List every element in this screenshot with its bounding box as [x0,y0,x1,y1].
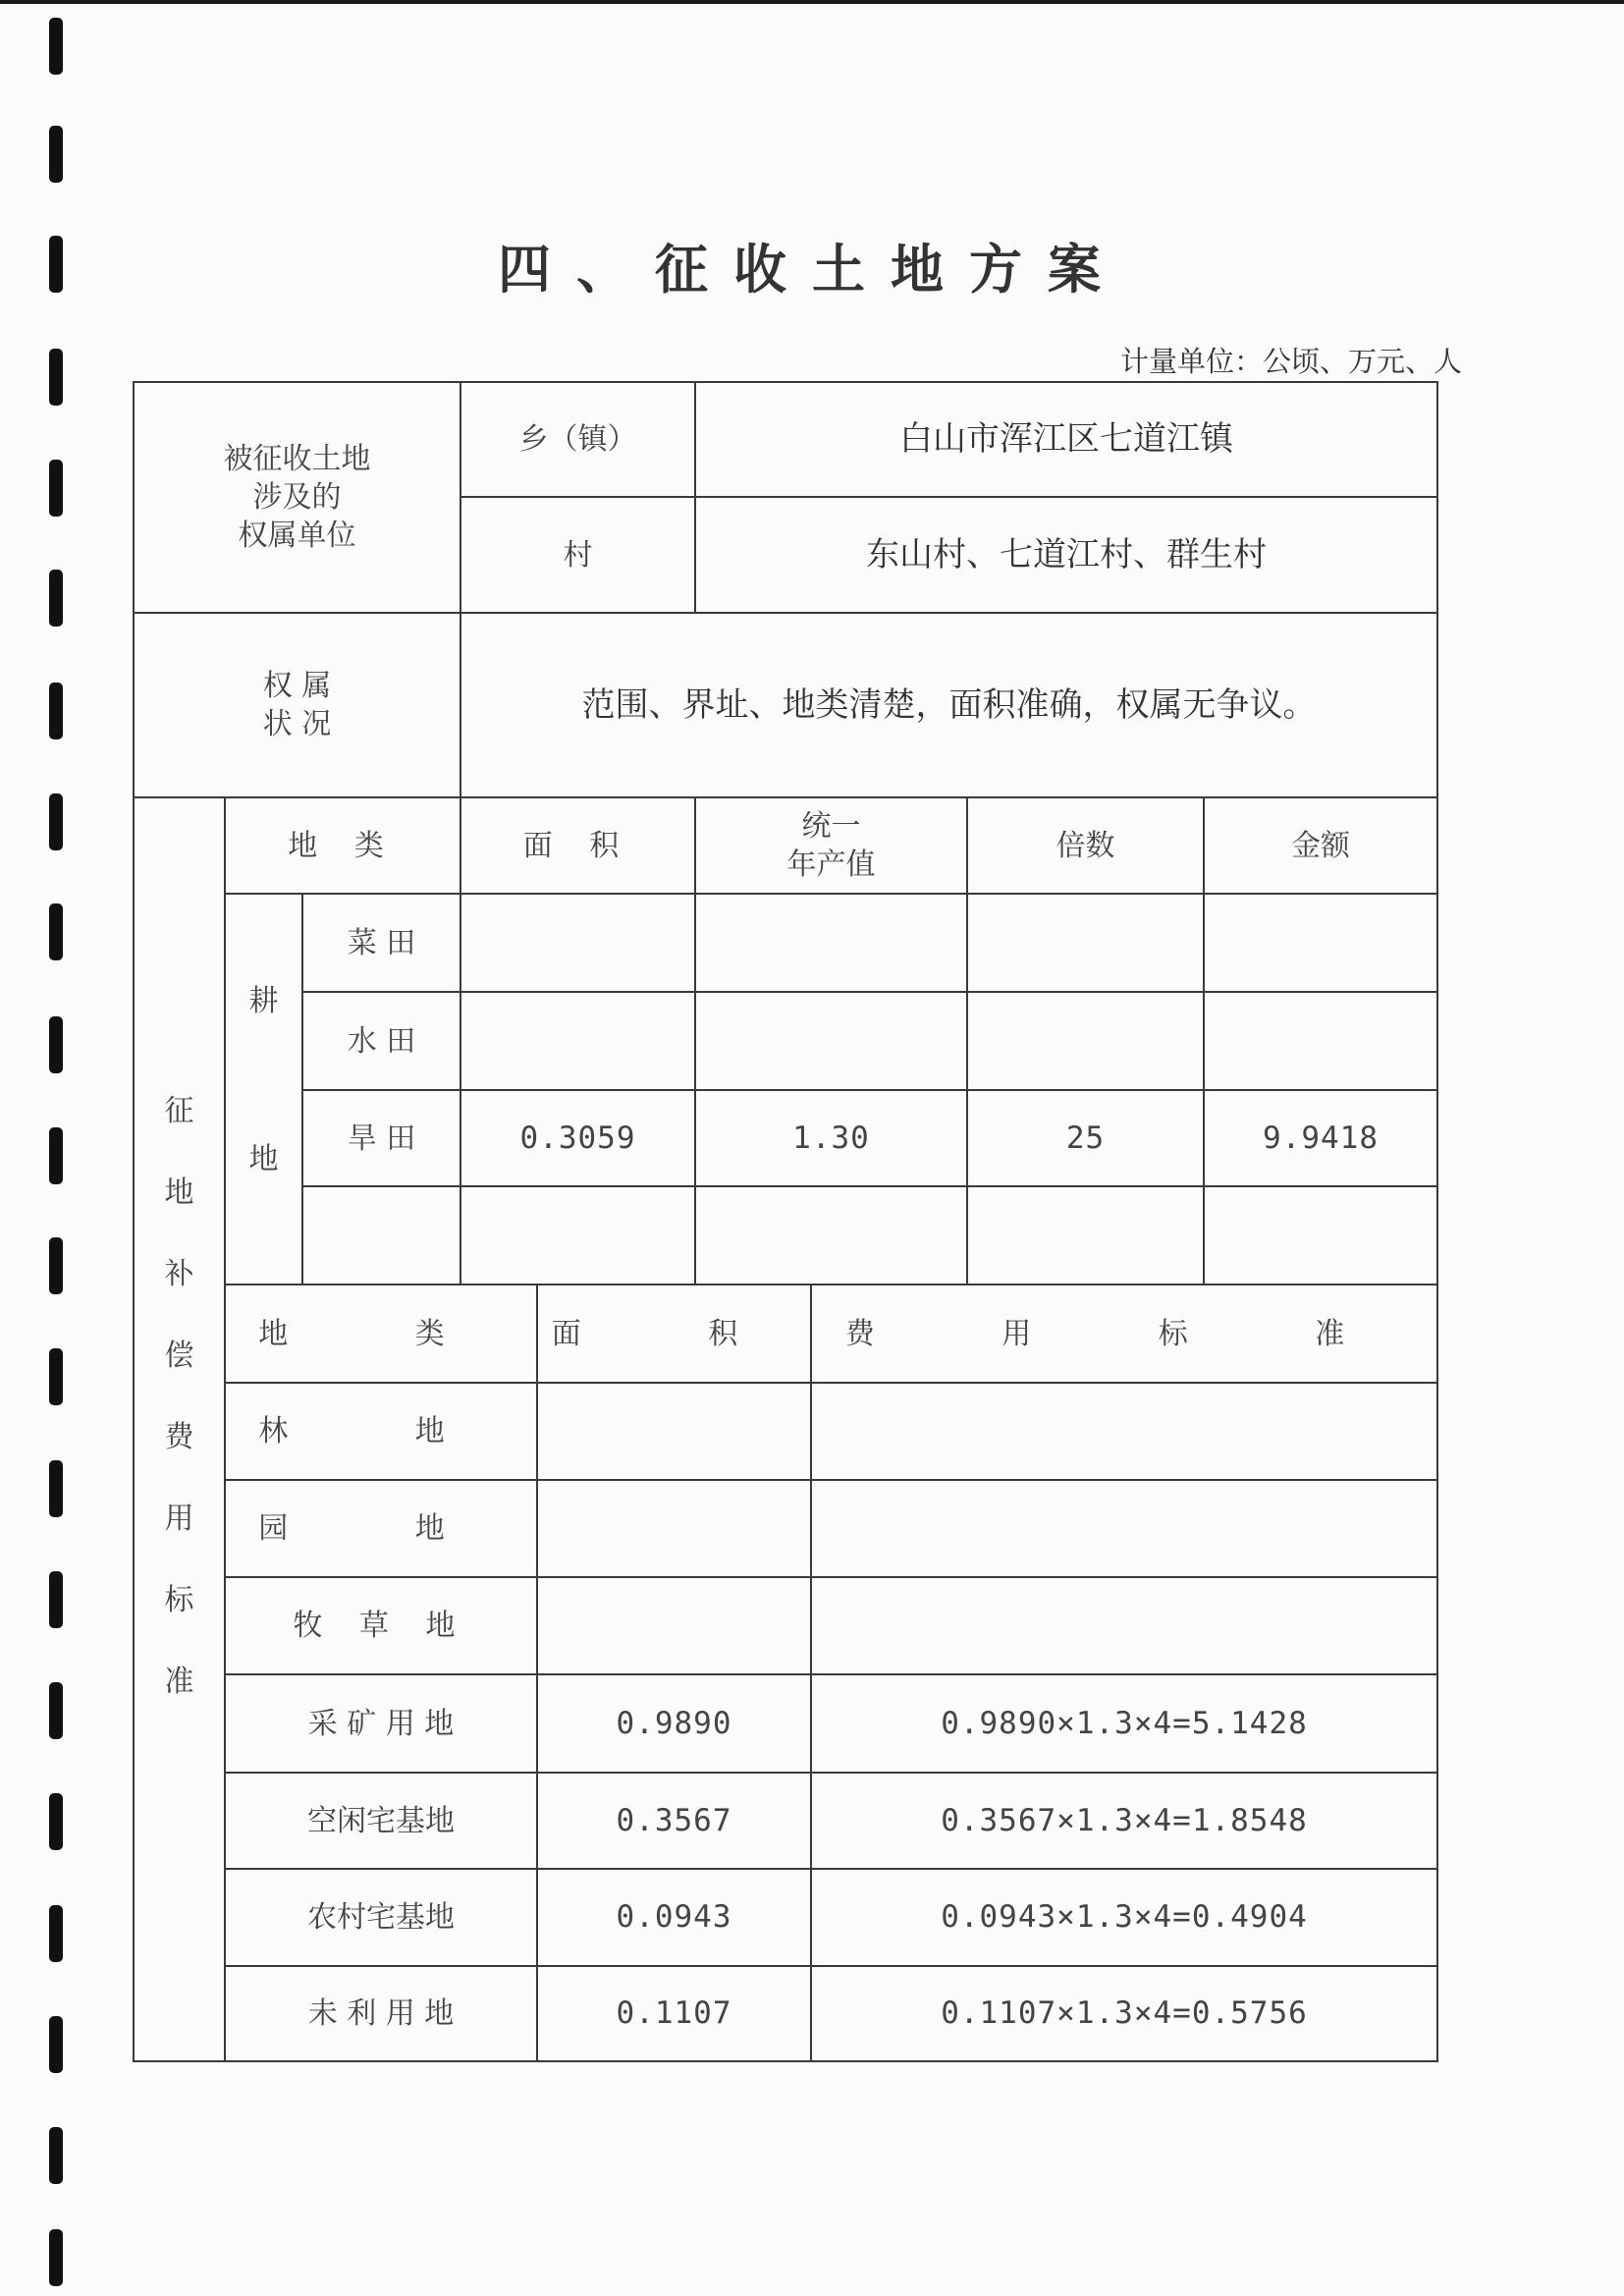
cultivated-header-area: 面 积 [522,828,633,863]
cultivated-header-annual-value [696,798,966,893]
binding-mark [49,2016,63,2073]
side-label-char: 费 [164,1420,194,1454]
area-cell [538,1384,810,1479]
township-label: 乡（镇） [518,422,637,457]
standard-cell [812,1481,1436,1576]
village-label: 村 [563,537,593,573]
binding-mark [49,1127,63,1184]
land-type-cell: 林 地 [258,1414,504,1449]
binding-mark [49,683,63,739]
grid-line [1436,381,1438,2062]
area-cell [538,1481,810,1576]
binding-mark [49,793,63,850]
page-title: 四、征收土地方案 [498,239,1126,301]
standard-cell: 0.1107×1.3×4=0.5756 [941,1995,1308,2032]
status-label-line: 权 属 [262,669,332,703]
land-type-cell [303,1187,460,1284]
status-value: 范围、界址、地类清楚，面积准确，权属无争议。 [581,684,1317,725]
binding-mark [49,1237,63,1294]
grid-line [133,2060,1438,2062]
other-header-land-type: 地 类 [258,1316,504,1351]
area-cell: 0.0943 [616,1899,732,1936]
other-header-standard: 费 用 标 准 [844,1316,1404,1351]
side-label-char: 偿 [164,1339,194,1373]
ownership-header-line: 权属单位 [238,519,356,553]
ownership-header-line: 被征收土地 [223,442,371,476]
annual-value-line: 统一 [801,809,861,844]
status-label [135,614,460,796]
amount-cell [1205,895,1436,991]
cultivated-group-label [226,982,301,1178]
area-cell: 0.9890 [616,1705,732,1741]
annual-value-cell: 1.30 [792,1120,870,1156]
binding-mark [49,2127,63,2184]
standard-cell [812,1578,1436,1673]
side-label-char: 征 [164,1094,194,1128]
group-label-char: 地 [248,1142,279,1176]
other-header-area: 面 积 [551,1316,797,1351]
binding-mark [49,1905,63,1962]
binding-mark [49,349,63,406]
annual-value-cell [696,895,966,991]
cultivated-header-land-type: 地 类 [288,828,398,863]
annual-value-cell [696,993,966,1089]
binding-mark [49,1348,63,1405]
scan-top-edge [0,0,1624,4]
land-type-cell: 园 地 [258,1511,504,1546]
group-label-char: 耕 [248,984,279,1018]
binding-mark [49,460,63,517]
side-label-char: 地 [164,1175,194,1210]
land-type-cell: 菜 田 [347,925,416,960]
binding-mark [49,570,63,627]
area-cell [538,1578,810,1673]
binding-mark [49,2229,63,2286]
standard-cell: 0.9890×1.3×4=5.1428 [941,1705,1308,1741]
multiple-cell [968,993,1203,1089]
standard-cell: 0.0943×1.3×4=0.4904 [941,1899,1308,1936]
amount-cell [1205,1187,1436,1284]
status-label-line: 状 况 [262,707,332,741]
area-cell: 0.1107 [616,1995,732,2032]
cultivated-header-amount: 金额 [1291,828,1350,863]
compensation-side-label [135,1070,224,1777]
village-value: 东山村、七道江村、群生村 [866,534,1267,574]
binding-mark [49,1016,63,1073]
binding-mark [49,18,63,75]
land-type-cell: 采 矿 用 地 [307,1706,455,1741]
multiple-cell: 25 [1065,1120,1106,1156]
amount-cell [1205,993,1436,1089]
side-label-char: 用 [164,1502,194,1536]
binding-mark [49,903,63,960]
binding-mark [49,126,63,183]
land-type-cell: 农村宅基地 [307,1900,455,1935]
standard-cell: 0.3567×1.3×4=1.8548 [941,1802,1308,1838]
side-label-char: 标 [164,1583,194,1617]
amount-cell: 9.9418 [1263,1120,1379,1156]
standard-cell [812,1384,1436,1479]
side-label-char: 准 [164,1665,194,1699]
binding-mark [49,1571,63,1628]
annual-value-line: 年产值 [786,847,876,882]
land-type-cell: 牧 草 地 [293,1609,469,1643]
ownership-header [135,383,460,612]
annual-value-cell [696,1187,966,1284]
side-label-char: 补 [164,1257,194,1291]
land-type-cell: 未 利 用 地 [307,1996,455,2031]
township-value: 白山市浑江区七道江镇 [899,419,1233,460]
area-cell [461,1187,694,1284]
area-cell: 0.3567 [616,1802,732,1838]
binding-mark [49,1682,63,1739]
area-cell [461,895,694,991]
multiple-cell [968,895,1203,991]
multiple-cell [968,1187,1203,1284]
land-type-cell: 旱 田 [347,1121,416,1156]
land-type-cell: 水 田 [347,1023,416,1059]
binding-mark [49,1793,63,1850]
area-cell: 0.3059 [519,1120,636,1156]
unit-note: 计量单位：公顷、万元、人 [1119,345,1462,378]
area-cell [461,993,694,1089]
binding-mark [49,1460,63,1517]
ownership-header-line: 涉及的 [252,480,342,515]
land-type-cell: 空闲宅基地 [307,1803,455,1838]
cultivated-header-multiple: 倍数 [1056,828,1115,863]
